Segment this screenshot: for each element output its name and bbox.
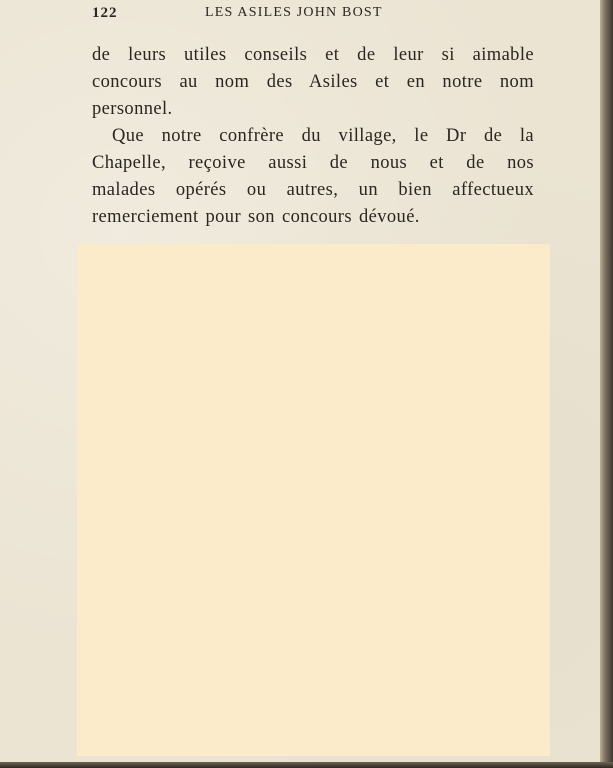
running-title: LES ASILES JOHN BOST [205,5,383,20]
redacted-block [77,244,550,756]
text-line: de leurs utiles conseils et de leur si aimable [92,45,534,65]
text-line: personnel. [92,99,173,119]
page-header [0,4,600,24]
text-line: Chapelle, reçoive aussi de nous et de nos [92,153,534,173]
page-number: 122 [92,5,118,21]
page-edge-right [600,0,613,768]
text-line: concours au nom des Asiles et en notre nom [92,72,534,92]
body-text [92,42,534,231]
text-line: remerciement pour son concours dévoué. [92,207,420,227]
text-line: malades opérés ou autres, un bien affectueux [92,180,534,200]
page-edge-bottom [0,762,613,768]
text-line: Que notre confrère du village, le Dr de la [112,126,534,146]
